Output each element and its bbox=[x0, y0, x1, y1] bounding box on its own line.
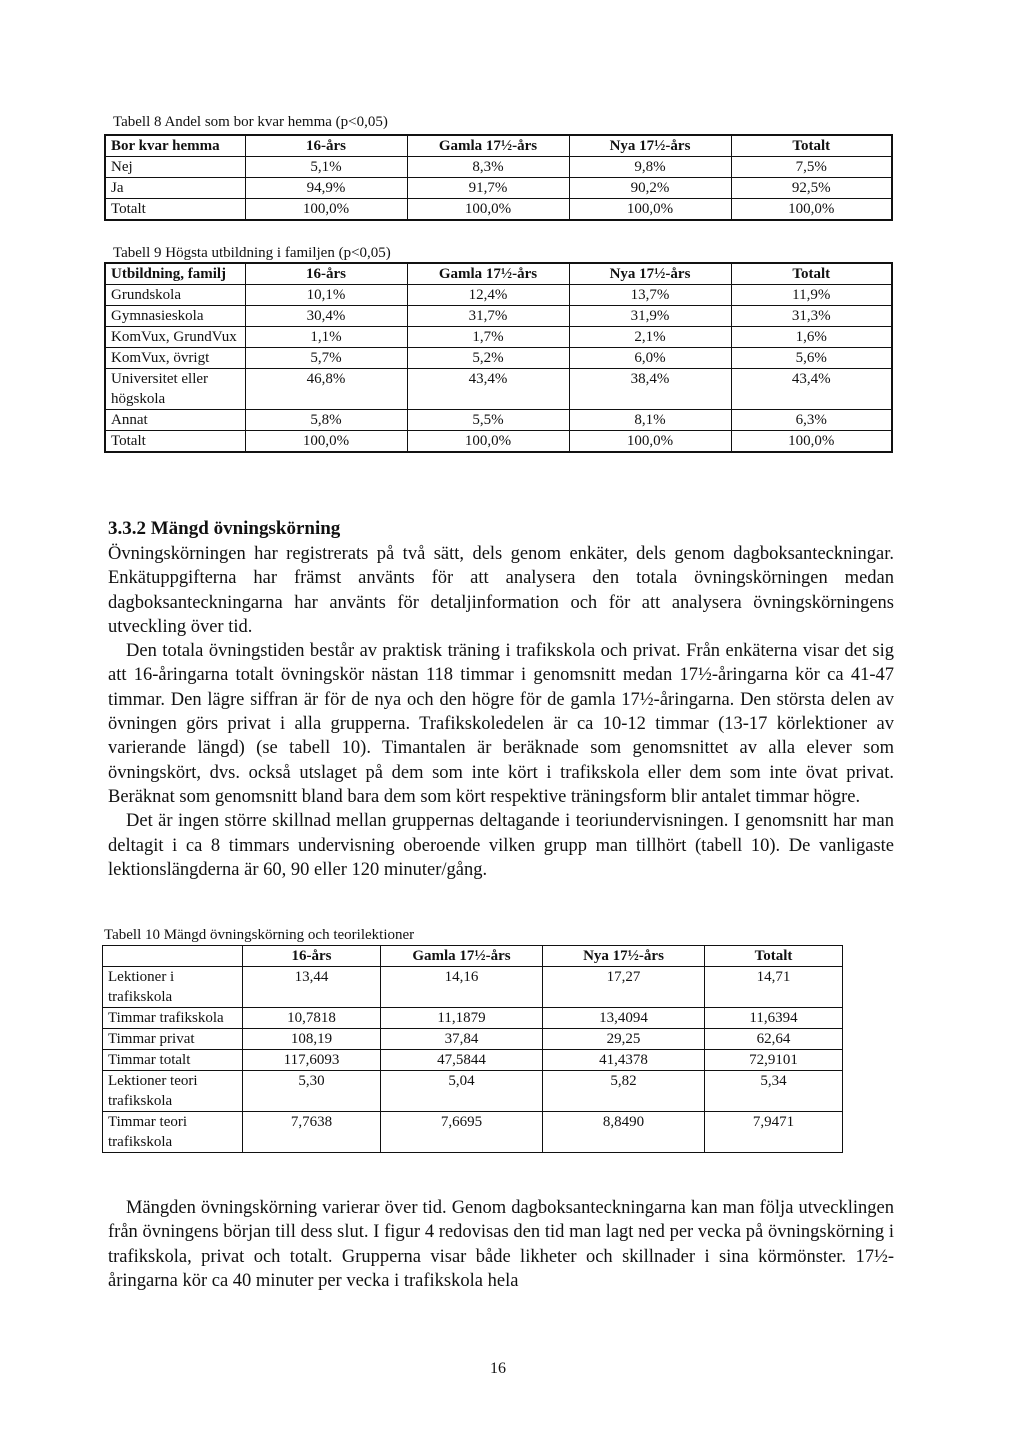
page-number: 16 bbox=[490, 1360, 506, 1377]
table-cell: 5,04 bbox=[381, 1071, 543, 1112]
table9-header-cell: Gamla 17½-års bbox=[407, 263, 569, 285]
table-cell: 5,1% bbox=[245, 157, 407, 178]
table-cell: 31,3% bbox=[731, 306, 892, 327]
table8-header-cell: Totalt bbox=[731, 135, 892, 157]
table-cell: 6,0% bbox=[569, 348, 731, 369]
table-cell: 5,5% bbox=[407, 410, 569, 431]
table-cell: 8,8490 bbox=[543, 1112, 705, 1153]
row-label: KomVux, övrigt bbox=[105, 348, 245, 369]
table-cell: 100,0% bbox=[245, 199, 407, 221]
table-row bbox=[103, 1112, 843, 1153]
table-cell: 100,0% bbox=[407, 431, 569, 453]
table-cell: 100,0% bbox=[731, 431, 892, 453]
table-cell: 100,0% bbox=[407, 199, 569, 221]
table-cell: 62,64 bbox=[705, 1029, 843, 1050]
table-cell: 11,1879 bbox=[381, 1008, 543, 1029]
table-cell: 72,9101 bbox=[705, 1050, 843, 1071]
table-cell: 11,9% bbox=[731, 285, 892, 306]
table-cell: 13,7% bbox=[569, 285, 731, 306]
paragraph-2: Den totala övningstiden består av praktisk träning i trafikskola och privat. Från enkäterna visar det sig att 16-åringarna totalt övningskör nästan 118 timmar i genomsnitt medan 17½-åringarna kör ca 41-47 timmar. Den lägre siffran är för de nya och den högre för de gamla 17½-åringarna. Den största delen av övningen görs privat i alla grupperna. Trafikskoledelen är ca 10-12 timmar (13-17 körlektioner av varierande längd) (se tabell 10). Timantalen är beräknade som genomsnittet av alla elever som övningskört, dvs. också utslaget på dem som inte kört i trafikskola eller dem som inte övat privat. Beräknat som genomsnitt bland bara dem som kört respektive träningsform blir antalet timmar högre. bbox=[108, 641, 894, 807]
table-cell: 31,9% bbox=[569, 306, 731, 327]
table-cell: 1,6% bbox=[731, 327, 892, 348]
row-label: Annat bbox=[105, 410, 245, 431]
row-label: Timmar totalt bbox=[103, 1050, 243, 1071]
table9-header-cell: Totalt bbox=[731, 263, 892, 285]
table-cell: 2,1% bbox=[569, 327, 731, 348]
row-label: Totalt bbox=[105, 199, 245, 221]
table-row bbox=[103, 1029, 843, 1050]
table-row bbox=[105, 285, 892, 306]
row-label: Timmar teori trafikskola bbox=[103, 1112, 243, 1153]
row-label: Timmar privat bbox=[103, 1029, 243, 1050]
table8-header-cell: Gamla 17½-års bbox=[407, 135, 569, 157]
table10-header-row bbox=[103, 946, 843, 967]
table8-header-cell: Nya 17½-års bbox=[569, 135, 731, 157]
table-cell: 8,1% bbox=[569, 410, 731, 431]
table-row bbox=[105, 199, 892, 221]
table8-body bbox=[105, 157, 892, 221]
table-cell: 5,82 bbox=[543, 1071, 705, 1112]
table-cell: 14,71 bbox=[705, 967, 843, 1008]
table-cell: 9,8% bbox=[569, 157, 731, 178]
row-label: Nej bbox=[105, 157, 245, 178]
row-label: Grundskola bbox=[105, 285, 245, 306]
table8-header-cell: Bor kvar hemma bbox=[105, 135, 245, 157]
table9-header-row bbox=[105, 263, 892, 285]
table8-header-cell: 16-års bbox=[245, 135, 407, 157]
table9-caption: Tabell 9 Högsta utbildning i familjen (p<0,05) bbox=[113, 245, 391, 261]
table-cell: 6,3% bbox=[731, 410, 892, 431]
table-cell: 108,19 bbox=[243, 1029, 381, 1050]
table-row bbox=[105, 157, 892, 178]
table-cell: 5,7% bbox=[245, 348, 407, 369]
table-cell: 91,7% bbox=[407, 178, 569, 199]
row-label: Lektioner i trafikskola bbox=[103, 967, 243, 1008]
table-cell: 90,2% bbox=[569, 178, 731, 199]
table-cell: 7,5% bbox=[731, 157, 892, 178]
table-cell: 47,5844 bbox=[381, 1050, 543, 1071]
table-cell: 5,2% bbox=[407, 348, 569, 369]
table-row bbox=[105, 306, 892, 327]
paragraph-4: Mängden övningskörning varierar över tid. Genom dagboksanteckningarna kan man följa utvecklingen från övningens början till dess slut. I figur 4 redovisas den tid man lagt ned per vecka på övningskörning i trafikskola, privat och totalt. Grupperna visar både likheter och skillnader i sina körmönster. 17½-åringarna kör ca 40 minuter per vecka i trafikskola hela bbox=[108, 1198, 894, 1291]
table10-header-cell: Nya 17½-års bbox=[543, 946, 705, 967]
table-cell: 92,5% bbox=[731, 178, 892, 199]
table-cell: 8,3% bbox=[407, 157, 569, 178]
table-cell: 30,4% bbox=[245, 306, 407, 327]
table-row bbox=[103, 1050, 843, 1071]
table-cell: 41,4378 bbox=[543, 1050, 705, 1071]
table-cell: 1,1% bbox=[245, 327, 407, 348]
table-row bbox=[105, 369, 892, 410]
row-label: Lektioner teori trafikskola bbox=[103, 1071, 243, 1112]
table-cell: 7,6695 bbox=[381, 1112, 543, 1153]
table8-caption: Tabell 8 Andel som bor kvar hemma (p<0,05) bbox=[113, 114, 388, 130]
table8 bbox=[104, 134, 893, 221]
table-cell: 100,0% bbox=[245, 431, 407, 453]
table10-body bbox=[103, 967, 843, 1153]
table-cell: 7,9471 bbox=[705, 1112, 843, 1153]
table-cell: 13,4094 bbox=[543, 1008, 705, 1029]
paragraph-1: Övningskörningen har registrerats på två sätt, dels genom enkäter, dels genom dagboksanteckningar. Enkätuppgifterna har främst använts för att analysera den totala övningskörningen medan dagboksanteckningarna har använts för detaljinformation och för att analysera övningskörningens utveckling över tid. bbox=[108, 544, 894, 637]
table-row bbox=[105, 178, 892, 199]
table-cell: 31,7% bbox=[407, 306, 569, 327]
table-row bbox=[103, 1008, 843, 1029]
paragraph-3: Det är ingen större skillnad mellan gruppernas deltagande i teoriundervisningen. I genomsnitt har man deltagit i ca 8 timmars undervisning oberoende vilken grupp man tillhört (tabell 10). De vanligaste lektionslängderna är 60, 90 eller 120 minuter/gång. bbox=[108, 811, 894, 880]
table-cell: 43,4% bbox=[407, 369, 569, 410]
table9-header-cell: Nya 17½-års bbox=[569, 263, 731, 285]
table10 bbox=[102, 945, 843, 1153]
table-cell: 5,8% bbox=[245, 410, 407, 431]
row-label: Ja bbox=[105, 178, 245, 199]
table-cell: 37,84 bbox=[381, 1029, 543, 1050]
table-cell: 38,4% bbox=[569, 369, 731, 410]
table-cell: 17,27 bbox=[543, 967, 705, 1008]
row-label: Totalt bbox=[105, 431, 245, 453]
table-cell: 5,30 bbox=[243, 1071, 381, 1112]
table-cell: 100,0% bbox=[569, 431, 731, 453]
table10-header-cell: Totalt bbox=[705, 946, 843, 967]
table-cell: 7,7638 bbox=[243, 1112, 381, 1153]
row-label: Gymnasieskola bbox=[105, 306, 245, 327]
table-cell: 10,7818 bbox=[243, 1008, 381, 1029]
section-heading: 3.3.2 Mängd övningskörning bbox=[108, 518, 341, 539]
table9 bbox=[104, 262, 893, 453]
table-cell: 1,7% bbox=[407, 327, 569, 348]
table-row bbox=[105, 327, 892, 348]
table-row bbox=[105, 348, 892, 369]
table-cell: 11,6394 bbox=[705, 1008, 843, 1029]
row-label: KomVux, GrundVux bbox=[105, 327, 245, 348]
table-cell: 5,6% bbox=[731, 348, 892, 369]
table-cell: 43,4% bbox=[731, 369, 892, 410]
table10-header-cell bbox=[103, 946, 243, 967]
table-cell: 12,4% bbox=[407, 285, 569, 306]
table9-body bbox=[105, 285, 892, 453]
row-label: Timmar trafikskola bbox=[103, 1008, 243, 1029]
table-cell: 94,9% bbox=[245, 178, 407, 199]
section-body bbox=[108, 542, 894, 882]
table10-header-cell: Gamla 17½-års bbox=[381, 946, 543, 967]
table-row bbox=[103, 1071, 843, 1112]
row-label: Universitet eller högskola bbox=[105, 369, 245, 410]
table9-header-cell: 16-års bbox=[245, 263, 407, 285]
table9-header-cell: Utbildning, familj bbox=[105, 263, 245, 285]
table-row bbox=[105, 431, 892, 453]
table-cell: 5,34 bbox=[705, 1071, 843, 1112]
table-row bbox=[105, 410, 892, 431]
table-cell: 29,25 bbox=[543, 1029, 705, 1050]
table10-header-cell: 16-års bbox=[243, 946, 381, 967]
table10-caption: Tabell 10 Mängd övningskörning och teorilektioner bbox=[104, 927, 415, 943]
table-cell: 100,0% bbox=[731, 199, 892, 221]
closing-paragraph bbox=[108, 1196, 894, 1293]
table8-header-row bbox=[105, 135, 892, 157]
table-row bbox=[103, 967, 843, 1008]
table-cell: 10,1% bbox=[245, 285, 407, 306]
table-cell: 117,6093 bbox=[243, 1050, 381, 1071]
table-cell: 46,8% bbox=[245, 369, 407, 410]
table-cell: 14,16 bbox=[381, 967, 543, 1008]
table-cell: 13,44 bbox=[243, 967, 381, 1008]
table-cell: 100,0% bbox=[569, 199, 731, 221]
